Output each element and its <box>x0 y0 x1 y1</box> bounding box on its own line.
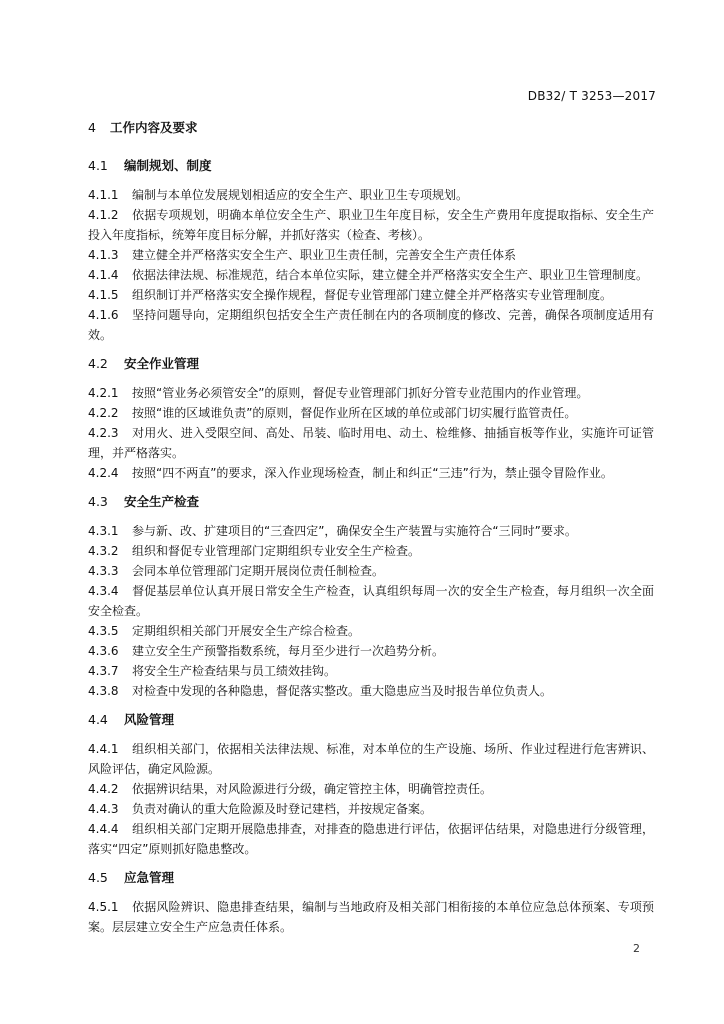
clause-number: 4.2.3 <box>88 426 119 440</box>
clause-text: 按照“四不两直”的要求，深入作业现场检查，制止和纠正“三违”行为，禁止强令冒险作业。 <box>132 466 613 480</box>
section-title: 应急管理 <box>124 870 175 885</box>
clause-text: 会同本单位管理部门定期开展岗位责任制检查。 <box>132 564 385 578</box>
section-4-3 <box>88 492 654 701</box>
clause <box>88 561 654 581</box>
clause-number: 4.2.1 <box>88 386 119 400</box>
clause-number: 4.3.7 <box>88 664 119 678</box>
clause <box>88 205 654 245</box>
clause <box>88 423 654 463</box>
clause <box>88 897 654 937</box>
clause <box>88 621 654 641</box>
clause <box>88 185 654 205</box>
clause-text: 组织相关部门，依据相关法律法规、标准，对本单位的生产设施、场所、作业过程进行危害辨识、风险评估，确定风险源。 <box>88 742 654 776</box>
clause-number: 4.1.6 <box>88 308 119 322</box>
clause-text: 坚持问题导向，定期组织包括安全生产责任制在内的各项制度的修改、完善，确保各项制度适用有效。 <box>88 308 654 342</box>
clause-number: 4.3.8 <box>88 684 119 698</box>
clause-number: 4.3.5 <box>88 624 119 638</box>
clause <box>88 541 654 561</box>
clause-text: 负责对确认的重大危险源及时登记建档，并按规定备案。 <box>132 802 433 816</box>
section-4-5 <box>88 868 654 937</box>
section-number: 4.5 <box>88 870 108 885</box>
clause-text: 依据风险辨识、隐患排查结果，编制与当地政府及相关部门相衔接的本单位应急总体预案、专项预案。层层建立安全生产应急责任体系。 <box>88 900 654 934</box>
clause-number: 4.4.2 <box>88 782 119 796</box>
section-heading <box>88 868 654 888</box>
section-heading <box>88 710 654 730</box>
clause-number: 4.1.5 <box>88 288 119 302</box>
clause-text: 依据辨识结果，对风险源进行分级，确定管控主体，明确管控责任。 <box>132 782 493 796</box>
clause-number: 4.3.3 <box>88 564 119 578</box>
clause-number: 4.4.4 <box>88 822 119 836</box>
clause-number: 4.1.4 <box>88 268 119 282</box>
clause-text: 编制与本单位发展规划相适应的安全生产、职业卫生专项规划。 <box>132 188 469 202</box>
section-heading <box>88 354 654 374</box>
section-number: 4.1 <box>88 158 108 173</box>
section-title: 安全生产检查 <box>124 494 200 509</box>
section-number: 4.3 <box>88 494 108 509</box>
clause-text: 按照“管业务必须管安全”的原则，督促专业管理部门抓好分管专业范围内的作业管理。 <box>132 386 589 400</box>
clause-text: 定期组织相关部门开展安全生产综合检查。 <box>132 624 361 638</box>
clause-number: 4.2.2 <box>88 406 119 420</box>
clause <box>88 305 654 345</box>
chapter-heading <box>88 118 654 138</box>
section-heading <box>88 492 654 512</box>
clause-number: 4.1.2 <box>88 208 119 222</box>
section-title: 风险管理 <box>124 712 175 727</box>
chapter-title: 工作内容及要求 <box>110 120 198 135</box>
clause-text: 建立健全并严格落实安全生产、职业卫生责任制，完善安全生产责任体系 <box>132 248 517 262</box>
clause <box>88 819 654 859</box>
clause <box>88 661 654 681</box>
section-4-4 <box>88 710 654 859</box>
clause-number: 4.4.1 <box>88 742 119 756</box>
clause-text: 组织相关部门定期开展隐患排查，对排查的隐患进行评估，依据评估结果，对隐患进行分级管理，落实“四定”原则抓好隐患整改。 <box>88 822 654 856</box>
clause-text: 依据法律法规、标准规范，结合本单位实际，建立健全并严格落实安全生产、职业卫生管理制度。 <box>132 268 649 282</box>
clause <box>88 383 654 403</box>
clause <box>88 681 654 701</box>
clause-text: 将安全生产检查结果与员工绩效挂钩。 <box>132 664 337 678</box>
clause-number: 4.3.4 <box>88 584 119 598</box>
document-code: DB32/ T 3253—2017 <box>527 89 656 103</box>
section-title: 编制规划、制度 <box>124 158 212 173</box>
section-4-2 <box>88 354 654 483</box>
clause <box>88 779 654 799</box>
clause-number: 4.1.3 <box>88 248 119 262</box>
clause-number: 4.2.4 <box>88 466 119 480</box>
clause <box>88 799 654 819</box>
chapter-number: 4 <box>88 120 96 135</box>
clause <box>88 463 654 483</box>
clause-text: 建立安全生产预警指数系统，每月至少进行一次趋势分析。 <box>132 644 445 658</box>
clause <box>88 739 654 779</box>
clause <box>88 641 654 661</box>
sections-container <box>88 156 654 937</box>
clause-text: 参与新、改、扩建项目的“三查四定”，确保安全生产装置与实施符合“三同时”要求。 <box>132 524 577 538</box>
page-number: 2 <box>633 942 640 955</box>
section-title: 安全作业管理 <box>124 356 200 371</box>
clause-number: 4.1.1 <box>88 188 119 202</box>
clause <box>88 245 654 265</box>
section-heading <box>88 156 654 176</box>
clause <box>88 403 654 423</box>
section-4-1 <box>88 156 654 345</box>
clause-number: 4.5.1 <box>88 900 119 914</box>
clause <box>88 581 654 621</box>
clause-text: 督促基层单位认真开展日常安全生产检查，认真组织每周一次的安全生产检查，每月组织一次全面安全检查。 <box>88 584 654 618</box>
section-number: 4.2 <box>88 356 108 371</box>
clause-number: 4.3.1 <box>88 524 119 538</box>
clause-text: 按照“谁的区域谁负责”的原则，督促作业所在区域的单位或部门切实履行监管责任。 <box>132 406 577 420</box>
clause-text: 依据专项规划，明确本单位安全生产、职业卫生年度目标，安全生产费用年度提取指标、安全生产投入年度指标，统筹年度目标分解，并抓好落实（检查、考核）。 <box>88 208 654 242</box>
clause-text: 组织和督促专业管理部门定期组织专业安全生产检查。 <box>132 544 421 558</box>
document-body <box>88 118 654 946</box>
clause-number: 4.3.6 <box>88 644 119 658</box>
clause-text: 对检查中发现的各种隐患，督促落实整改。重大隐患应当及时报告单位负责人。 <box>132 684 553 698</box>
clause-text: 对用火、进入受限空间、高处、吊装、临时用电、动土、检维修、抽插盲板等作业，实施许可证管理，并严格落实。 <box>88 426 654 460</box>
section-number: 4.4 <box>88 712 108 727</box>
clause-text: 组织制订并严格落实安全操作规程，督促专业管理部门建立健全并严格落实专业管理制度。 <box>132 288 613 302</box>
clause <box>88 265 654 285</box>
clause <box>88 521 654 541</box>
clause <box>88 285 654 305</box>
clause-number: 4.4.3 <box>88 802 119 816</box>
clause-number: 4.3.2 <box>88 544 119 558</box>
